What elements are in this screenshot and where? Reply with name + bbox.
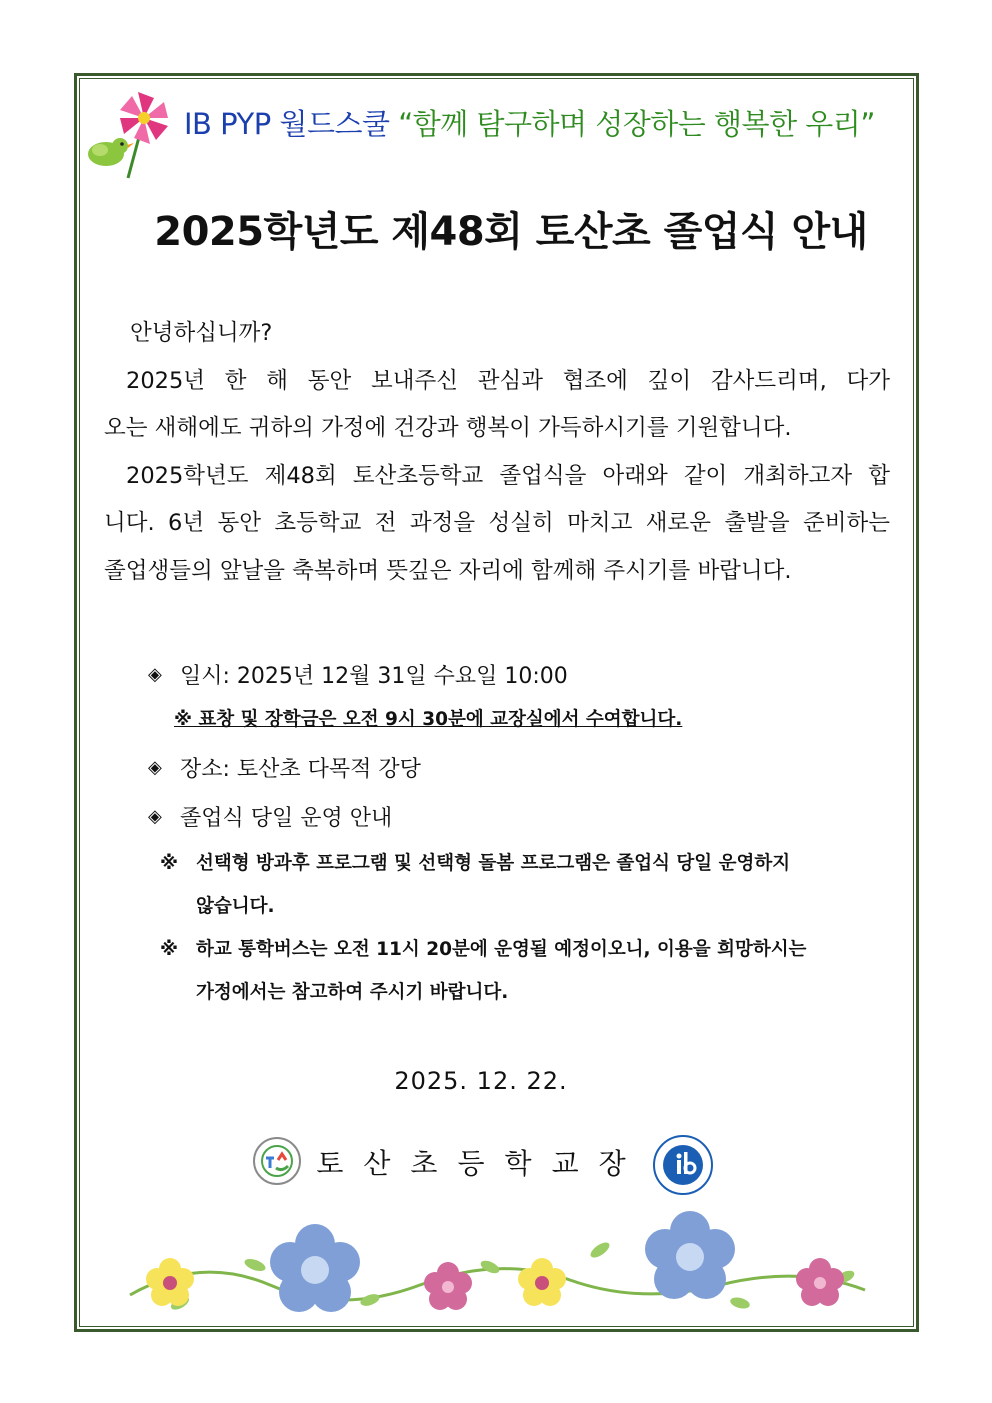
note-bus bbox=[160, 928, 860, 1014]
paragraph-2-line-1: 2025학년도 제48회 토산초등학교 졸업식을 아래와 같이 개최하고자 합 bbox=[126, 462, 890, 489]
diamond-bullet-icon: ◈ bbox=[148, 756, 162, 778]
date-item bbox=[148, 652, 568, 696]
paragraph-1-line-2: 오는 새해에도 귀하의 가정에 건강과 행복이 가득하시기를 기원합니다. bbox=[104, 415, 792, 441]
note-afterschool bbox=[160, 842, 860, 928]
paragraph-1-line-1: 2025년 한 해 동안 보내주신 관심과 협조에 깊이 감사드리며, 다가 bbox=[126, 367, 890, 394]
paragraph-2-line-2: 니다. 6년 동안 초등학교 전 과정을 성실히 마치고 새로운 출발을 준비하는 bbox=[104, 510, 890, 536]
reference-mark: ※ bbox=[160, 853, 178, 874]
operation-text: 졸업식 당일 운영 안내 bbox=[180, 805, 393, 831]
note-1-line-1: 선택형 방과후 프로그램 및 선택형 돌봄 프로그램은 졸업식 당일 운영하지 bbox=[196, 853, 791, 874]
document-date: 2025. 12. 22. bbox=[394, 1067, 568, 1095]
school-slogan: “함께 탐구하며 성장하는 행복한 우리” bbox=[398, 107, 875, 141]
note-2-line-2: 가정에서는 참고하여 주시기 바랍니다. bbox=[196, 982, 509, 1003]
ib-world-school-logo bbox=[652, 1134, 714, 1196]
operation-notes bbox=[160, 842, 860, 1014]
place-text: 장소: 토산초 다목적 강당 bbox=[180, 756, 421, 782]
school-motto bbox=[184, 102, 875, 143]
page-title: 2025학년도 제48회 토산초 졸업식 안내 bbox=[154, 209, 868, 255]
note-2-line-1: 하교 통학버스는 오전 11시 20분에 운영될 예정이오니, 이용을 희망하시는 bbox=[196, 939, 807, 960]
place-item bbox=[148, 745, 421, 789]
diamond-bullet-icon: ◈ bbox=[148, 805, 162, 827]
paragraph-2-line-3: 졸업생들의 앞날을 축복하며 뜻깊은 자리에 함께해 주시기를 바랍니다. bbox=[104, 557, 792, 584]
pinwheel-bird-icon bbox=[84, 88, 184, 183]
award-note: ※ 표창 및 장학금은 오전 9시 30분에 교장실에서 수여합니다. bbox=[174, 709, 683, 730]
principal-signature: 토산초등학교장 bbox=[316, 1147, 646, 1180]
header bbox=[84, 88, 904, 183]
diamond-bullet-icon: ◈ bbox=[148, 663, 162, 685]
date-text: 일시: 2025년 12월 31일 수요일 10:00 bbox=[180, 663, 568, 689]
operation-item bbox=[148, 794, 392, 838]
letter-body bbox=[104, 310, 890, 595]
reference-mark: ※ bbox=[160, 939, 178, 960]
greeting: 안녕하십니까? bbox=[130, 320, 273, 346]
school-program-label: IB PYP 월드스쿨 bbox=[184, 107, 390, 141]
flower-border-decoration bbox=[120, 1205, 880, 1325]
note-1-line-2: 않습니다. bbox=[196, 896, 275, 917]
